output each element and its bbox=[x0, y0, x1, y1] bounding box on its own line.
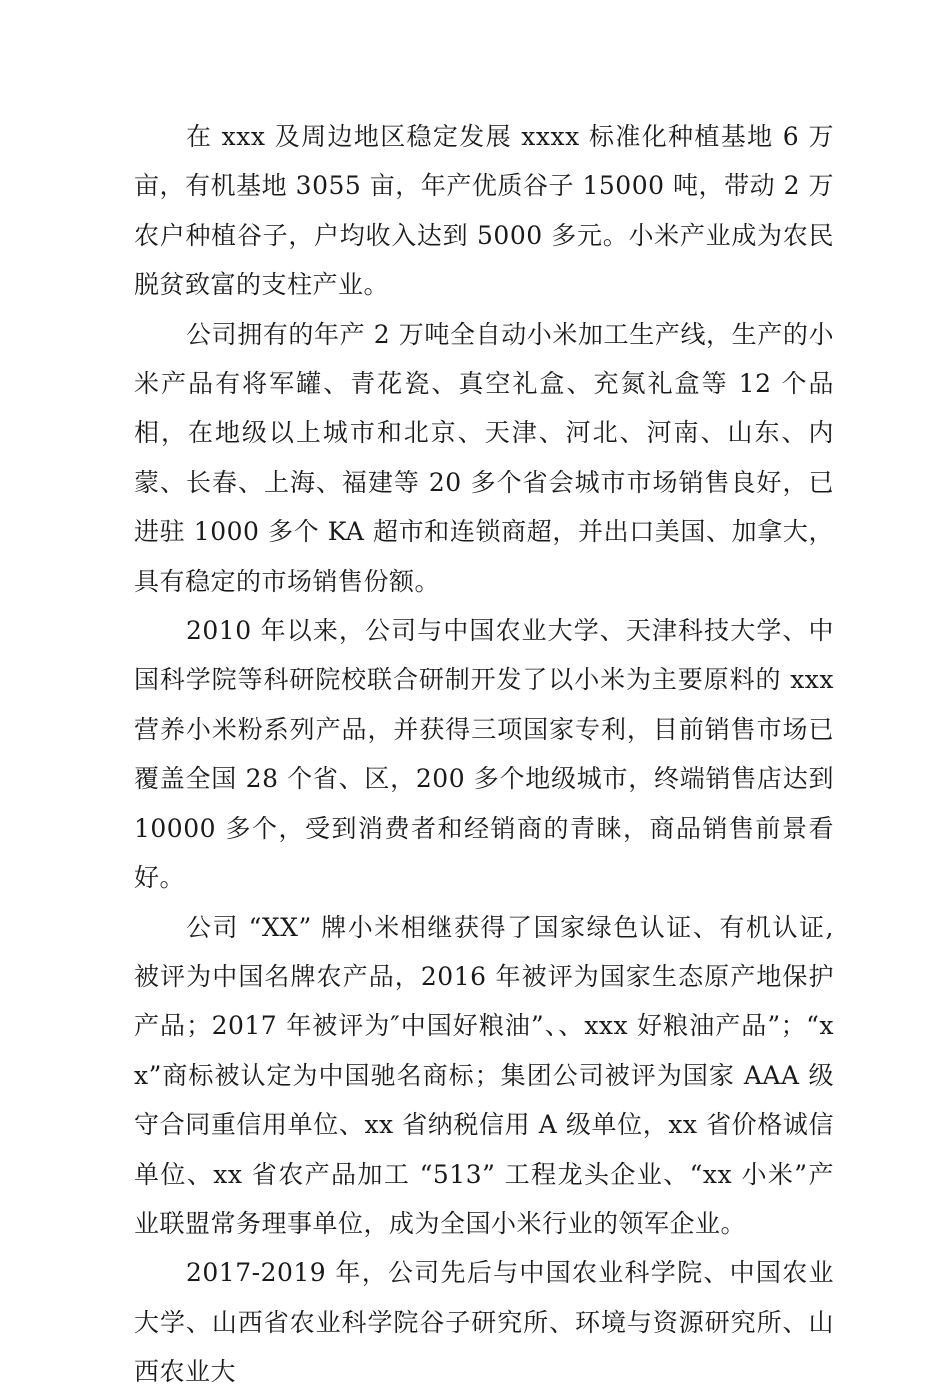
paragraph-3: 2010 年以来，公司与中国农业大学、天津科技大学、中国科学院等科研院校联合研制开发了以小米为主要原料的 xxx 营养小米粉系列产品，并获得三项国家专利，目前销售市场已覆盖全国 28 个省、区，200 多个地级城市，终端销售店达到 10000 多个，受到消费者和经销商的青睐，商品销售前景看好。 bbox=[134, 616, 834, 893]
paragraph-5: 2017-2019 年，公司先后与中国农业科学院、中国农业大学、山西省农业科学院谷子研究所、环境与资源研究所、山西农业大 bbox=[134, 1258, 834, 1387]
paragraph-4: 公司 “XX” 牌小米相继获得了国家绿色认证、有机认证, 被评为中国名牌农产品，2016 年被评为国家生态原产地保护产品；2017 年被评为″中国好粮油”、、xxx 好粮油产品”；“xx”商标被认定为中国驰名商标；集团公司被评为国家 AAA 级守合同重信用单位、xx 省纳税信用 A 级单位，xx 省价格诚信单位、xx 省农产品加工 “513” 工程龙头企业、“xx 小米”产业联盟常务理事单位，成为全国小米行业的领军企业。 bbox=[134, 912, 834, 1238]
paragraph-1: 在 xxx 及周边地区稳定发展 xxxx 标准化种植基地 6 万亩，有机基地 3055 亩，年产优质谷子 15000 吨，带动 2 万农户种植谷子，户均收入达到 5000 多元。小米产业成为农民脱贫致富的支柱产业。 bbox=[134, 122, 834, 300]
document-body bbox=[134, 112, 834, 1397]
paragraph-2: 公司拥有的年产 2 万吨全自动小米加工生产线，生产的小米产品有将军罐、青花瓷、真空礼盒、充氮礼盒等 12 个品相，在地级以上城市和北京、天津、河北、河南、山东、内蒙、长春、上海、福建等 20 多个省会城市市场销售良好，已进驻 1000 多个 KA 超市和连锁商超，并出口美国、加拿大，具有稳定的市场销售份额。 bbox=[134, 319, 834, 596]
